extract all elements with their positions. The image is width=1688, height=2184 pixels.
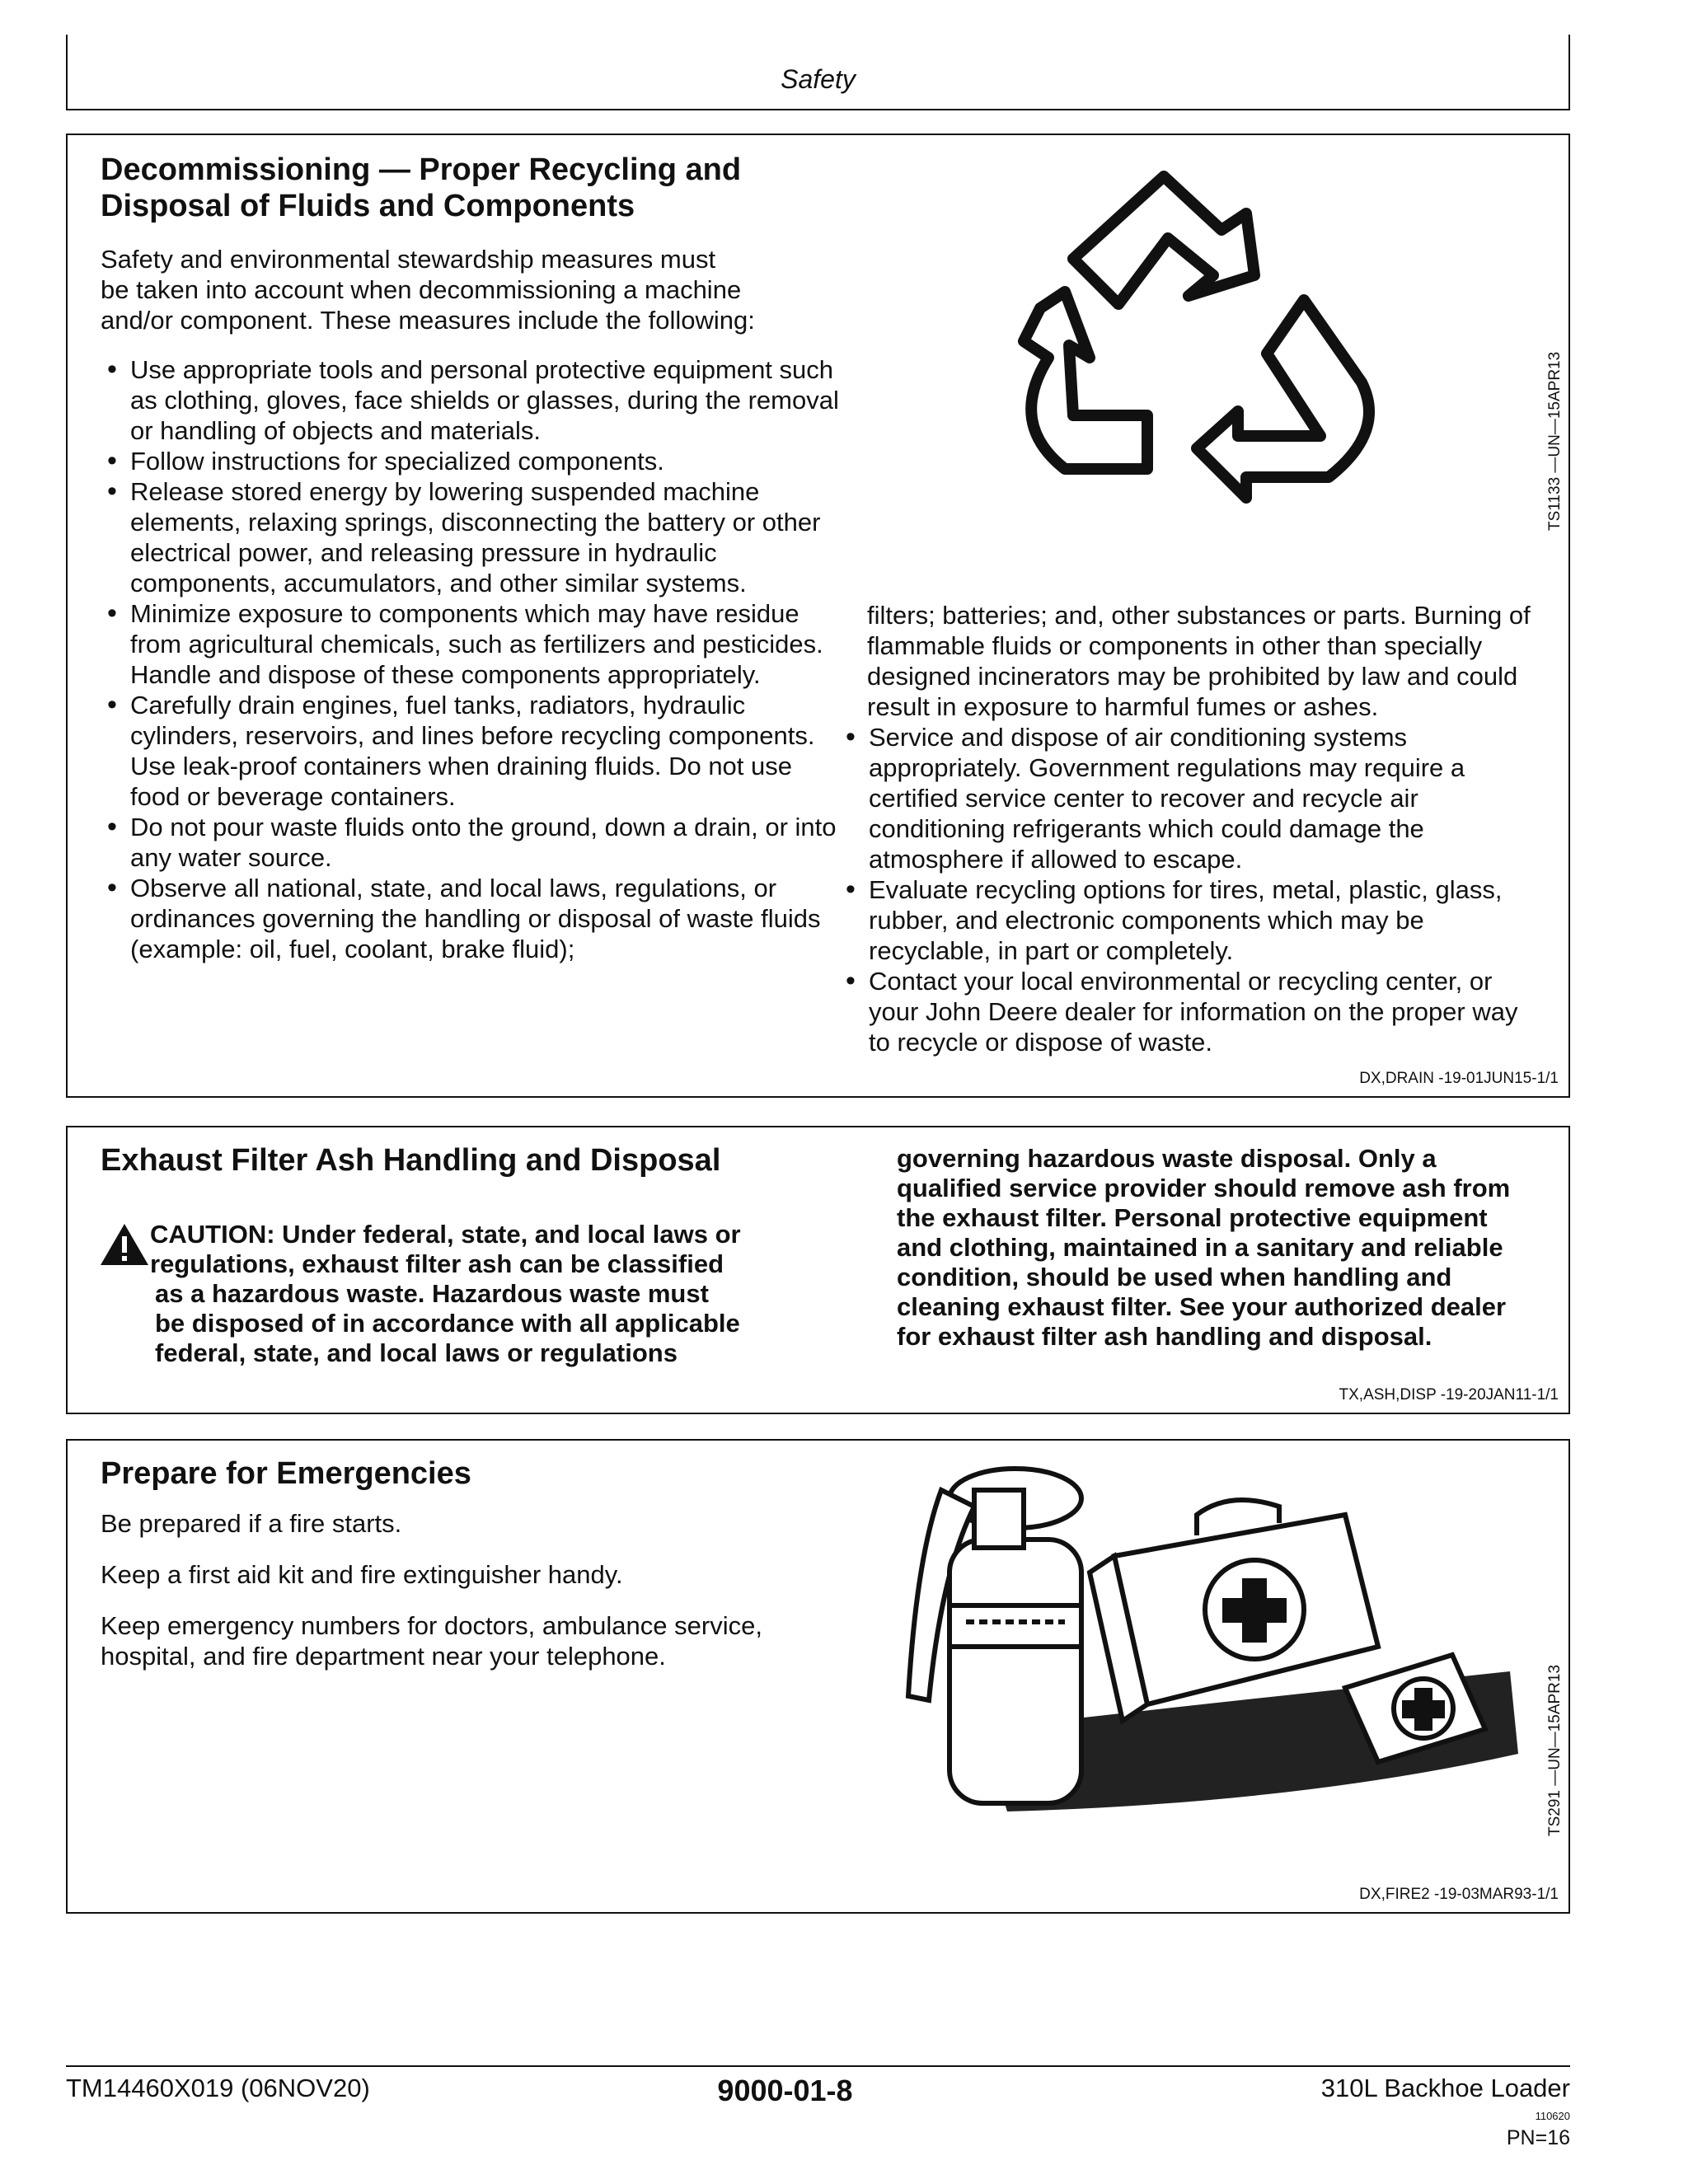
footer-rule bbox=[66, 2065, 1570, 2067]
caution-text-right: governing hazardous waste disposal. Only a qualified service provider should remove ash from the exhaust filter. Personal protective equipment and clothing, maintained in a sanitary and reliable condition, should be used when handling and cleaning exhaust filter. See your authorized dealer for exhaust filter ash handling and disposal. bbox=[897, 1144, 1511, 1351]
emergencies-p2: Keep a first aid kit and fire extinguisher handy. bbox=[101, 1560, 623, 1589]
list-item: • Contact your local environmental or recycling center, or your John Deere dealer for information on the proper way to recycle or dispose of waste. bbox=[842, 966, 1543, 1057]
list-item: • Evaluate recycling options for tires, metal, plastic, glass, rubber, and electronic components which may be recyclable, in part or completely. bbox=[842, 874, 1543, 966]
page-number: 9000-01-8 bbox=[717, 2074, 853, 2107]
list-item: • Do not pour waste fluids onto the ground, down a drain, or into any water source. bbox=[104, 812, 846, 873]
header-bottom-rule bbox=[66, 109, 1570, 110]
decommissioning-left-list bbox=[104, 354, 846, 964]
emergency-image-code: TS291 —UN—15APR13 bbox=[1546, 1664, 1564, 1836]
emergency-illustration bbox=[884, 1457, 1535, 1844]
list-item: • Release stored energy by lowering suspended machine elements, relaxing springs, disconnecting the battery or other electrical power, and releasing pressure in hydraulic components, accumulators, and other similar systems. bbox=[104, 476, 846, 598]
warning-triangle-icon bbox=[99, 1221, 150, 1268]
decommissioning-section bbox=[66, 134, 1570, 1098]
decommissioning-continuation: filters; batteries; and, other substances or parts. Burning of flammable fluids or components in other than specially designed incinerators may be prohibited by law and could result in exposure to harmful fumes or ashes. bbox=[867, 601, 1531, 721]
decommissioning-intro: Safety and environmental stewardship measures must be taken into account when decommissioning a machine and/or component. These measures include the following: bbox=[101, 245, 755, 335]
exhaust-ref-code: TX,ASH,DISP -19-20JAN11-1/1 bbox=[1339, 1386, 1559, 1404]
list-item: • Service and dispose of air conditioning systems appropriately. Government regulations may require a certified service center to recover and recycle air conditioning refrigerants which could damage the atmosphere if allowed to escape. bbox=[842, 722, 1543, 874]
manual-number: TM14460X019 (06NOV20) bbox=[66, 2074, 370, 2102]
recycle-image-code: TS1133 —UN—15APR13 bbox=[1546, 351, 1564, 531]
emergencies-section bbox=[66, 1439, 1570, 1914]
list-item: • Carefully drain engines, fuel tanks, radiators, hydraulic cylinders, reservoirs, and lines before recycling components. Use leak-proof containers when draining fluids. Do not use food or beverage containers. bbox=[104, 690, 846, 812]
emergencies-p3: Keep emergency numbers for doctors, ambulance service, hospital, and fire department near your telephone. bbox=[101, 1611, 762, 1671]
fire-extinguisher-icon bbox=[908, 1469, 1081, 1803]
exhaust-section bbox=[66, 1126, 1570, 1414]
list-item: • Observe all national, state, and local laws, regulations, or ordinances governing the handling or disposal of waste fluids (example: oil, fuel, coolant, brake fluid); bbox=[104, 873, 846, 964]
caution-text-left: CAUTION: Under federal, state, and local laws or regulations, exhaust filter ash can be classified as a hazardous waste. Hazardous waste must be disposed of in accordance with all applicable federal, state, and local laws or regulations bbox=[150, 1220, 741, 1367]
emergencies-title: Prepare for Emergencies bbox=[101, 1456, 471, 1491]
list-item: • Follow instructions for specialized components. bbox=[104, 446, 846, 476]
emergencies-p1: Be prepared if a fire starts. bbox=[101, 1509, 402, 1538]
recycle-icon bbox=[974, 152, 1436, 547]
pn-number: PN=16 bbox=[1506, 2126, 1570, 2149]
list-item: • Minimize exposure to components which may have residue from agricultural chemicals, such as fertilizers and pesticides. Handle and dispose of these components appropriately. bbox=[104, 598, 846, 690]
decommissioning-right-list bbox=[842, 722, 1543, 1057]
model-name: 310L Backhoe Loader bbox=[1320, 2074, 1570, 2102]
exhaust-title: Exhaust Filter Ash Handling and Disposal bbox=[101, 1143, 721, 1178]
section-header: Safety bbox=[781, 64, 856, 94]
decommissioning-title: Decommissioning — Proper Recycling and Disposal of Fluids and Components bbox=[101, 152, 742, 223]
decommissioning-ref-code: DX,DRAIN -19-01JUN15-1/1 bbox=[1359, 1070, 1559, 1087]
emergencies-ref-code: DX,FIRE2 -19-03MAR93-1/1 bbox=[1359, 1886, 1559, 1903]
footer-small-code: 110620 bbox=[1535, 2110, 1570, 2122]
list-item: • Use appropriate tools and personal protective equipment such as clothing, gloves, face shields or glasses, during the removal or handling of objects and materials. bbox=[104, 354, 846, 446]
